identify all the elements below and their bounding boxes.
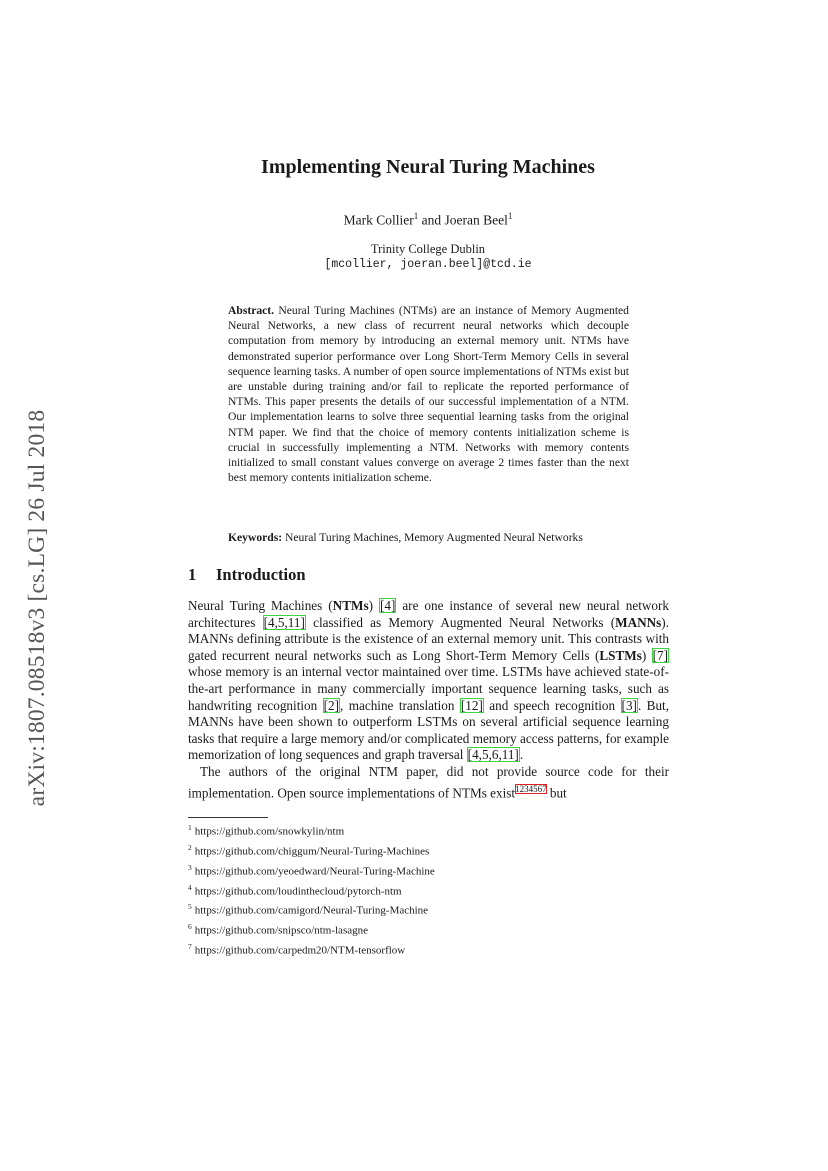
- section-title: Introduction: [216, 565, 306, 584]
- footnote: [188, 919, 668, 939]
- footnote-mark: 5: [188, 902, 192, 912]
- affiliation-mark: 1: [507, 211, 513, 221]
- footnote: [188, 840, 668, 860]
- footnote: [188, 880, 668, 900]
- footnote: [188, 820, 668, 840]
- abstract-text: Neural Turing Machines (NTMs) are an instance of Memory Augmented Neural Networks, a new class of recurrent neural networks which decouple computation from memory by introducing an external memory unit. NTMs have demonstrated superior performance over Long Short-Term Memory Cells in several sequence learning tasks. A number of open source implementations of NTMs exist but are unstable during training and/or fail to replicate the reported performance of NTMs. This paper presents the details of our successful implementation of a NTM. Our implementation learns to solve three sequential learning tasks from the original NTM paper. We find that the choice of memory contents initialization scheme is crucial in successfully implementing a NTM. Networks with memory contents initialized to small constant values converge on average 2 times faster than the next best memory contents initialization scheme.: [228, 304, 629, 485]
- affiliation: Trinity College Dublin: [370, 242, 486, 256]
- citation-link[interactable]: [4]: [379, 598, 396, 613]
- citation-link[interactable]: [2]: [323, 697, 340, 713]
- footnote: [188, 939, 668, 959]
- text-run: . But, MANNs have been shown to outperform LSTMs on several artificial sequence learning tasks that require a large memory and/or complicated memory access patterns, for example memorization of long sequences and graph traversal: [188, 697, 670, 763]
- footnote-mark: 1: [188, 823, 192, 832]
- intro-paragraph: [188, 598, 669, 764]
- author-email: [mcollier, joeran.beel]@tcd.ie: [324, 258, 532, 271]
- paper-title: Implementing Neural Turing Machines: [261, 156, 595, 178]
- citation-link[interactable]: [3]: [621, 697, 637, 713]
- footnote-mark: 2: [188, 842, 192, 852]
- footnote-url[interactable]: https://github.com/camigord/Neural-Turing-Machine: [194, 905, 429, 918]
- term: LSTMs: [599, 647, 642, 663]
- author-separator: and: [418, 212, 445, 228]
- abstract-label: Abstract.: [228, 304, 275, 317]
- arxiv-identifier: arXiv:1807.08518v3 [cs.LG] 26 Jul 2018: [24, 409, 50, 807]
- text-run: but: [546, 784, 567, 800]
- author-line: [188, 211, 668, 229]
- text-run: and speech recognition: [483, 697, 621, 713]
- footnote-url[interactable]: https://github.com/carpedm20/NTM-tensorflow: [194, 944, 406, 957]
- text-run: are one instance of several new neural network architectures: [188, 598, 669, 630]
- text-run: classified as Memory Augmented Neural Networks (: [305, 614, 616, 630]
- keywords: [228, 530, 629, 545]
- keywords-label: Keywords:: [228, 531, 283, 544]
- intro-paragraph: [188, 764, 669, 802]
- footnote: [188, 860, 668, 880]
- footnote-url[interactable]: https://github.com/snowkylin/ntm: [194, 825, 345, 838]
- citation-link[interactable]: [4,5,11]: [263, 614, 305, 630]
- term: NTMs: [332, 598, 369, 613]
- footnote: [188, 899, 668, 919]
- text-run: ): [368, 598, 379, 613]
- citation-link[interactable]: [4,5,6,11]: [467, 747, 519, 763]
- footnote-url[interactable]: https://github.com/yeoedward/Neural-Turing-Machine: [194, 865, 435, 878]
- text-run: .: [519, 747, 524, 763]
- footnote-mark: 3: [188, 862, 192, 872]
- footnote-url[interactable]: https://github.com/snipsco/ntm-lasagne: [194, 924, 368, 937]
- keywords-text: Neural Turing Machines, Memory Augmented Neural Networks: [285, 531, 583, 544]
- footnote-rule: [188, 817, 268, 818]
- text-run: ). MANNs defining attribute is the existence of an external memory unit. This contrasts with gated recurrent neural networks such as Long Short-Term Memory Cells (: [188, 614, 669, 663]
- footnote-mark: 6: [188, 922, 192, 932]
- citation-link[interactable]: [12]: [460, 697, 483, 713]
- text-run: The authors of the original NTM paper, did not provide source code for their implementation. Open source implementations of NTMs exist: [188, 763, 669, 800]
- text-run: Neural Turing Machines (: [188, 598, 333, 613]
- footnote-url[interactable]: https://github.com/chiggum/Neural-Turing-Machines: [194, 845, 430, 858]
- intro-body: [188, 598, 669, 802]
- section-heading: [188, 565, 306, 585]
- footnotes: [188, 820, 668, 959]
- section-number: 1: [188, 565, 197, 584]
- footnote-ref-link[interactable]: 1234567: [515, 783, 547, 794]
- citation-link[interactable]: [7]: [652, 647, 668, 663]
- text-run: whose memory is an internal vector maintained over time. LSTMs have achieved state-of-the-art performance in many commercially important sequence learning tasks, such as handwriting recognition: [188, 664, 669, 713]
- author-name: Joeran Beel: [444, 212, 508, 228]
- footnote-url[interactable]: https://github.com/loudinthecloud/pytorch-ntm: [194, 885, 402, 898]
- affiliation-mark: 1: [413, 211, 419, 221]
- author-name: Mark Collier: [343, 212, 414, 228]
- text-run: , machine translation: [340, 697, 460, 713]
- abstract: [228, 303, 629, 485]
- arxiv-sidebar: [20, 368, 54, 848]
- footnote-mark: 7: [188, 942, 192, 952]
- text-run: ): [641, 647, 652, 663]
- term: MANNs: [615, 614, 662, 630]
- footnote-mark: 4: [188, 882, 192, 892]
